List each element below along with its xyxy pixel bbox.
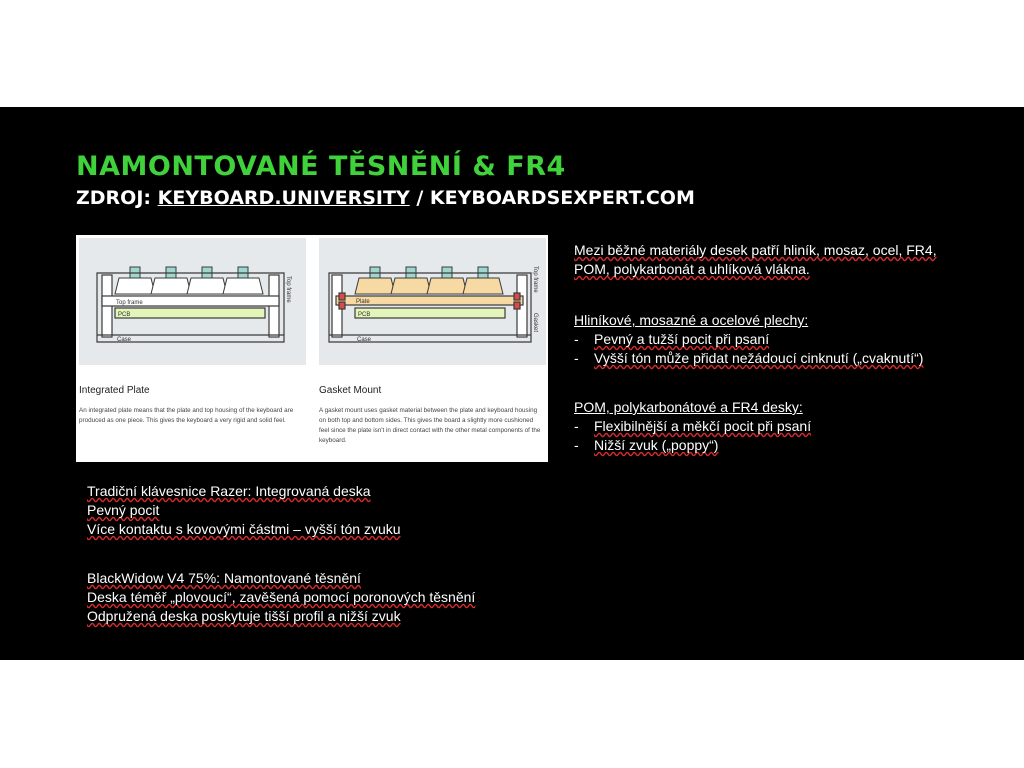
integrated-plate-caption-text: An integrated plate means that the plate and top housing of the keyboard are produced as one piece. This gives the keyboard a very rigid and solid feel. xyxy=(79,407,294,424)
razer-line: Pevný pocit xyxy=(87,502,160,518)
subtitle-prefix: ZDROJ: xyxy=(76,187,158,209)
integrated-plate-diagram xyxy=(79,238,306,365)
pom-plates-item: - Nižší zvuk („poppy“) xyxy=(574,437,719,453)
materials-intro xyxy=(574,241,937,279)
label-case: Case xyxy=(357,337,372,343)
label-top-frame-side: Top frame xyxy=(285,276,291,303)
label-plate: Plate xyxy=(356,299,370,305)
keycaps xyxy=(355,267,503,294)
metal-plates-item: - Pevný a tužší pocit při psaní xyxy=(574,331,770,347)
metal-plates-item: - Vyšší tón může přidat nežádoucí cinknutí („cvaknutí“) xyxy=(574,350,924,366)
integrated-plate-caption-title: Integrated Plate xyxy=(79,385,150,396)
keycaps xyxy=(115,267,263,294)
pom-plates-item: - Flexibilnější a měkčí pocit při psaní xyxy=(574,418,812,434)
label-top-frame: Top frame xyxy=(116,300,143,306)
slide-subtitle xyxy=(76,187,695,209)
slide-title: NAMONTOVANÉ TĚSNĚNÍ & FR4 xyxy=(76,151,566,182)
metal-plates-section xyxy=(574,311,923,368)
metal-plates-heading: Hliníkové, mosazné a ocelové plechy: xyxy=(574,312,809,328)
label-case: Case xyxy=(117,337,132,343)
pom-plates-heading: POM, polykarbonátové a FR4 desky: xyxy=(574,399,803,415)
razer-line: Více kontaktu s kovovými částmi – vyšší tón zvuku xyxy=(87,521,401,537)
razer-section xyxy=(87,482,401,539)
gasket-mount-diagram xyxy=(319,238,546,365)
gasket-mount-caption-text: A gasket mount uses gasket material between the plate and keyboard housing on both top and bottom sides. This gives the board a slightly more cushioned feel since the plate isn't in direct contact with the other metal components of the keyboard. xyxy=(319,407,541,444)
blackwidow-section xyxy=(87,569,475,626)
gasket-mount-panel xyxy=(316,235,546,462)
source-link-keyboardsexpert: KEYBOARDSEXPERT.COM xyxy=(429,187,695,209)
mounting-comparison-figure xyxy=(76,235,548,462)
blackwidow-heading: BlackWidow V4 75%: Namontované těsnění xyxy=(87,570,361,586)
slide xyxy=(0,107,1024,660)
label-top-frame-side: Top frame xyxy=(532,266,538,293)
blackwidow-line: Deska téměř „plovoucí“, zavěšená pomocí poronových těsnění xyxy=(87,589,476,605)
gasket-mount-caption-title: Gasket Mount xyxy=(319,385,382,396)
subtitle-separator: / xyxy=(409,187,430,209)
label-pcb: PCB xyxy=(358,312,371,318)
razer-heading: Tradiční klávesnice Razer: Integrovaná deska xyxy=(87,483,371,499)
label-gasket-side: Gasket xyxy=(532,313,538,333)
label-pcb: PCB xyxy=(118,312,131,318)
integrated-plate-panel xyxy=(76,235,306,462)
materials-intro-line-1: Mezi běžné materiály desek patří hliník, mosaz, ocel, FR4, xyxy=(574,242,937,258)
source-link-keyboard-university[interactable]: KEYBOARD.UNIVERSITY xyxy=(157,187,410,209)
blackwidow-line: Odpružená deska poskytuje tišší profil a nižší zvuk xyxy=(87,608,401,624)
materials-intro-line-2: POM, polykarbonát a uhlíková vlákna. xyxy=(574,261,810,277)
pom-plates-section xyxy=(574,398,811,455)
